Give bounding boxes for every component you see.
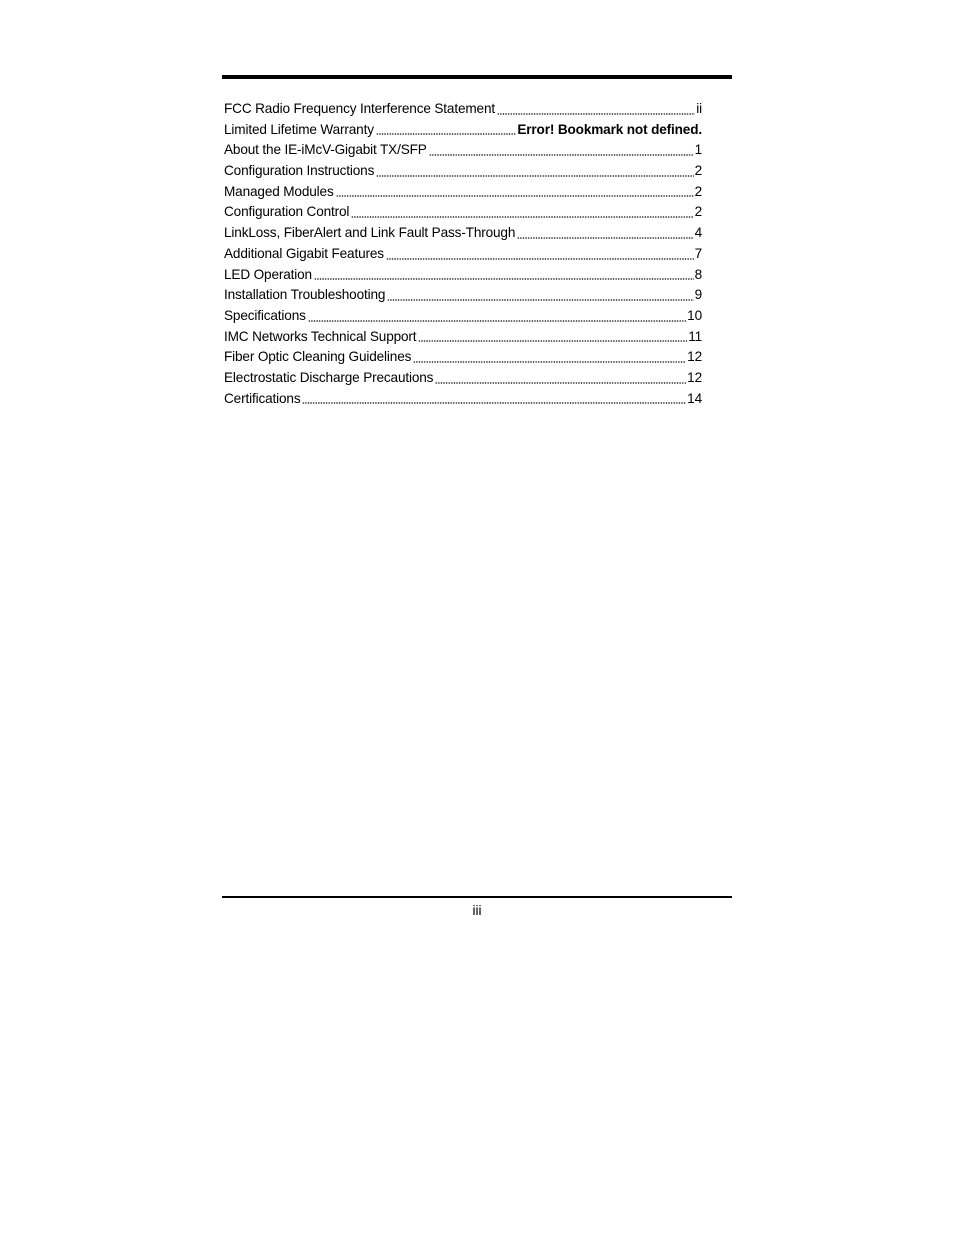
toc-entry-page: 12: [687, 369, 702, 385]
toc-entry-page: 8: [694, 266, 702, 282]
toc-entry-title: Electrostatic Discharge Precautions: [224, 369, 434, 385]
toc-entry[interactable]: [224, 306, 702, 327]
toc-entry[interactable]: [224, 120, 702, 141]
toc-entry[interactable]: [224, 182, 702, 203]
toc-entry[interactable]: [224, 285, 702, 306]
dot-leader: [314, 274, 694, 280]
toc-entry-page: ii: [696, 101, 702, 116]
toc-entry-page: 1: [694, 142, 702, 158]
toc-entry-page: 4: [694, 225, 702, 241]
toc-entry-title: Limited Lifetime Warranty: [224, 121, 374, 137]
toc-entry[interactable]: [224, 265, 702, 286]
dot-leader: [413, 357, 686, 363]
toc-entry-title: About the IE-iMcV-Gigabit TX/SFP: [224, 142, 427, 158]
toc-entry[interactable]: [224, 161, 702, 182]
dot-leader: [386, 254, 694, 260]
dot-leader: [435, 378, 686, 384]
toc-entry-title: Configuration Control: [224, 204, 350, 220]
toc-entry-title: LED Operation: [224, 266, 312, 282]
toc-entry-title: IMC Networks Technical Support: [224, 328, 417, 344]
toc-entry-page: 7: [694, 245, 702, 261]
dot-leader: [387, 295, 693, 301]
toc-entry-page: 2: [694, 183, 702, 199]
toc-entry[interactable]: [224, 389, 702, 410]
toc-entry-page: 12: [687, 349, 702, 365]
toc-entry-title: FCC Radio Frequency Interference Statement: [224, 101, 495, 116]
toc-entry-title: Additional Gigabit Features: [224, 245, 384, 261]
dot-leader: [336, 191, 694, 197]
toc-entry-title: Installation Troubleshooting: [224, 287, 386, 303]
toc-entry-page: 11: [688, 328, 702, 344]
footer-rule: [222, 896, 732, 898]
toc-entry[interactable]: [224, 223, 702, 244]
table-of-contents: [224, 99, 702, 409]
toc-entry-title: Managed Modules: [224, 183, 334, 199]
toc-entry[interactable]: [224, 347, 702, 368]
toc-entry-title: Fiber Optic Cleaning Guidelines: [224, 349, 412, 365]
dot-leader: [308, 316, 686, 322]
dot-leader: [302, 398, 686, 404]
toc-entry-page: 10: [687, 307, 702, 323]
toc-entry[interactable]: [224, 368, 702, 389]
dot-leader: [429, 150, 694, 156]
dot-leader: [351, 212, 693, 218]
toc-entry[interactable]: [224, 202, 702, 223]
toc-entry-title: Specifications: [224, 307, 306, 323]
dot-leader: [418, 336, 687, 342]
toc-entry-page: 2: [694, 163, 702, 179]
toc-entry-title: Configuration Instructions: [224, 163, 375, 179]
page-number: iii: [472, 903, 482, 918]
toc-entry-title: Certifications: [224, 390, 301, 406]
dot-leader: [376, 171, 693, 177]
toc-entry[interactable]: [224, 140, 702, 161]
toc-entry-page: 2: [694, 204, 702, 220]
toc-entry[interactable]: [224, 327, 702, 348]
toc-entry-title: LinkLoss, FiberAlert and Link Fault Pass-Through: [224, 225, 516, 241]
toc-entry-page: 9: [694, 287, 702, 303]
dot-leader: [376, 129, 517, 135]
toc-entry[interactable]: [224, 244, 702, 265]
toc-entry[interactable]: [224, 99, 702, 120]
dot-leader: [497, 109, 695, 115]
dot-leader: [517, 233, 693, 239]
toc-entry-page: 14: [687, 390, 702, 406]
toc-entry-page-error: Error! Bookmark not defined.: [517, 121, 702, 137]
header-rule: [222, 75, 732, 79]
